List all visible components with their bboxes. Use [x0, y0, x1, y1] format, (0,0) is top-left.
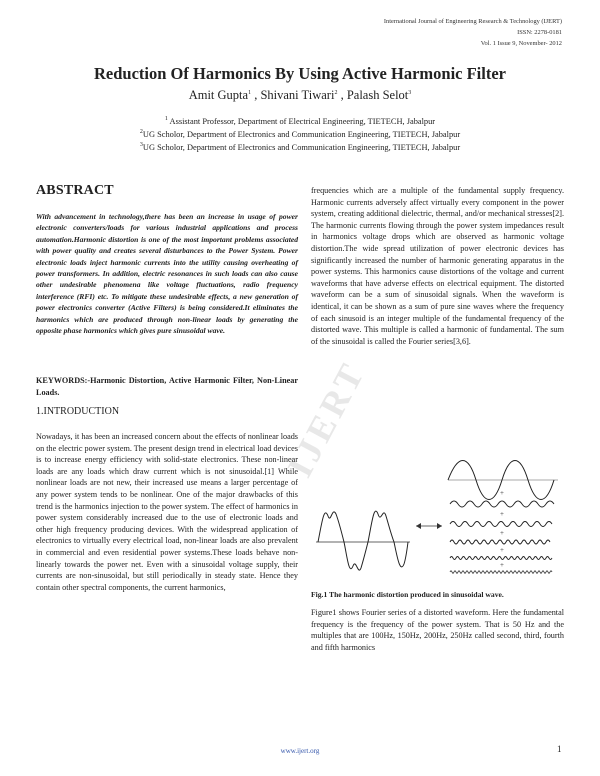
affiliation-sup: 2	[139, 129, 143, 135]
author-separator: ,	[337, 88, 347, 102]
paper-title: Reduction Of Harmonics By Using Active Harmonic Filter	[94, 64, 506, 83]
harmonic-wave	[450, 522, 552, 527]
author-name: Amit Gupta	[188, 88, 249, 102]
intro-heading: 1.INTRODUCTION	[36, 406, 120, 417]
harmonic-wave	[450, 501, 554, 507]
right-column-text-2: Figure1 shows Fourier series of a distorted waveform. Here the fundamental frequency is the frequency of the power system. That is 50 Hz and the multiples that are 100Hz, 150Hz, 200Hz, 250Hz called second, third, fourth and fifth harmonics	[311, 608, 564, 652]
abstract-text: With advancement in technology,there has been an increase in usage of power electronic converters/loads for various industrial applications and process automation.Harmonic distortion is one of the most important problems associated with power quality and creates several disturbances to the Power System. Power electronic loads inject harmonic currents into the utility causing overheating of power transformers. In addition, electric resonances in such loads can also cause other undesirable phenomena like voltage fluctuations, radio frequency interference (RFI) etc. To mitigate these undesirable effects, a new generation of power electronics converter (Active Filters) is being considered.It eliminates the harmonics which are produced through non-linear loads by generating the opposite phase harmonics which gives pure sinusoidal wave.	[36, 212, 298, 336]
harmonic-distortion-figure	[312, 458, 562, 583]
page-number: 1	[557, 744, 562, 754]
author-list	[0, 88, 600, 103]
author-name: Palash Selot	[346, 88, 409, 102]
harmonic-wave	[450, 557, 552, 560]
abstract-heading	[36, 185, 298, 197]
plus-sign: +	[500, 489, 504, 497]
author-sup: 1	[248, 89, 252, 96]
volume-info: Vol. 1 Issue 9, November- 2012	[480, 40, 562, 47]
plus-sign: +	[500, 529, 504, 537]
journal-name: International Journal of Engineering Research & Technology (IJERT)	[383, 18, 562, 25]
affiliation-text: Assistant Professor, Department of Electrical Engineering, TIETECH, Jabalpur	[167, 116, 436, 126]
issn: ISSN: 2278-0181	[517, 29, 562, 36]
affiliation-text: UG Scholor, Department of Electronics and Communication Engineering, TIETECH, Jabalpur	[142, 129, 461, 139]
plus-sign: +	[500, 510, 504, 518]
right-column-text: frequencies which are a multiple of the fundamental supply frequency. Harmonic currents adversely affect virtually every component in the power system, creating additional dielectric, thermal, and/or mechanical stresses[2]. The harmonic currents flowing through the power system impedances result in harmonics voltage drops which are observed as harmonic voltage distortion.The wide spread utilization of power electronic devices has significantly increased the number of harmonic generating apparatus in the power systems. This harmonics cause distortions of the voltage and current waveforms that have adverse effects on electrical equipment. The distorted waveform can be a sum of sinusoidal signals. When the waveform is identical, it can be shown as a sum of pure sine waves where the frequency of each sinusoid is an integer multiple of the fundamental frequency of the distorted wave. This multiple is called a harmonic of fundamental. The sum of the sinusoidal is called the Fourier series[3,6].	[311, 186, 564, 346]
harmonic-wave	[450, 540, 550, 544]
affiliation	[0, 139, 600, 154]
abstract-title: ABSTRACT	[36, 183, 114, 198]
plus-sign: +	[500, 561, 504, 569]
harmonic-wave	[450, 571, 552, 574]
arrow-head-left	[416, 523, 421, 529]
affiliation-text: UG Scholor, Department of Electronics and Communication Engineering, TIETECH, Jabalpur	[142, 142, 461, 152]
footer-url[interactable]: www.ijert.org	[280, 747, 320, 755]
plus-sign: +	[500, 546, 504, 554]
figure-caption: Fig.1 The harmonic distortion produced in sinusoidal wave.	[311, 590, 504, 599]
author-separator: ,	[251, 88, 261, 102]
author-sup: 2	[334, 89, 338, 96]
arrow-head-right	[437, 523, 442, 529]
keywords: KEYWORDS:-Harmonic Distortion, Active Harmonic Filter, Non-Linear Loads.	[36, 376, 298, 397]
distorted-wave	[318, 511, 408, 570]
author-name: Shivani Tiwari	[260, 88, 335, 102]
affiliation-sup: 1	[164, 116, 168, 122]
intro-text: Nowadays, it has been an increased concern about the effects of nonlinear loads on the electric power system. The present design trend in electrical load devices is to increase energy efficiency with solid-state electronics. These non-linear loads are any loads which draw current which is not sinusoidal.[1] While nonlinear loads are not new, their increased use means a larger percentage of any power system tends to be nonlinear. One of the major drawbacks of this trend is the harmonics injection to the power system. The effect of harmonics in power system considerably increased due to the use of electronic loads and other high frequency producing devices. With the widespread application of electronics to virtually every electrical load, non-linear loads are also prevalent in commercial and even residential power systems.These loads behave non-linearly towards the power net. Even with a sinusoidal voltage supply, their currents are non-sinusoidal, but still periodically in steady state. Hence they contain other spectral components, the current harmonics,	[36, 432, 298, 592]
affiliation-sup: 3	[139, 142, 143, 148]
watermark: IJERT	[279, 354, 374, 484]
author-sup: 3	[408, 89, 412, 96]
